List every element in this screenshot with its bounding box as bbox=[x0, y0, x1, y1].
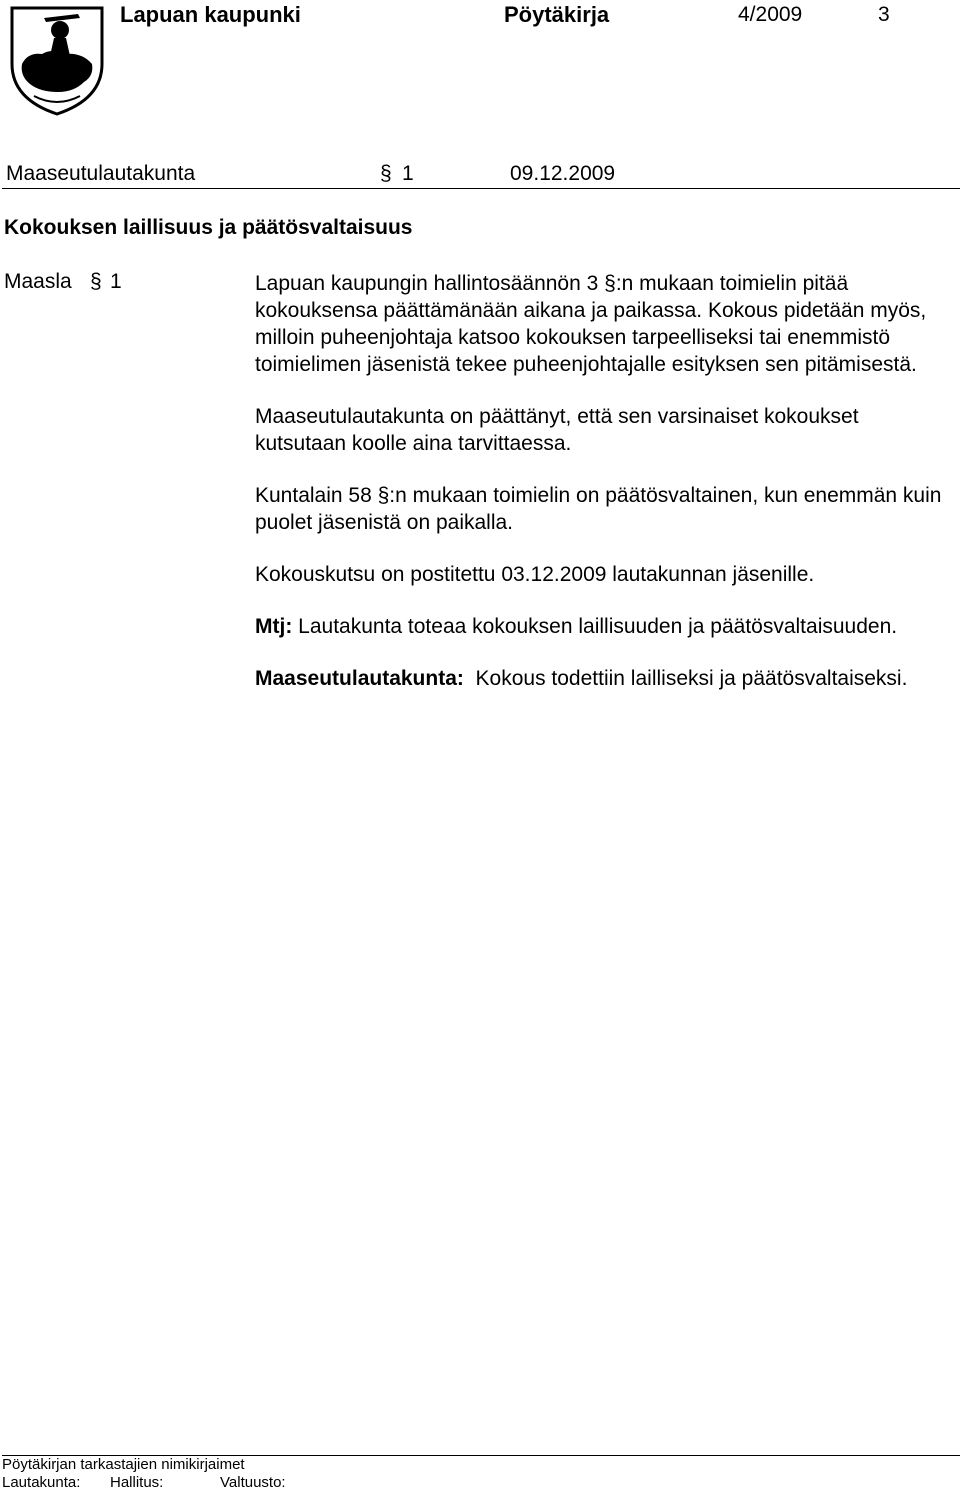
section-number: 1 bbox=[402, 162, 414, 185]
decision-label: Maaseutulautakunta: bbox=[255, 667, 464, 690]
footer-label-board: Lautakunta: bbox=[2, 1474, 81, 1491]
document-type: Pöytäkirja bbox=[504, 2, 610, 27]
reference-section-sign: § bbox=[90, 270, 102, 293]
page-number: 3 bbox=[878, 3, 890, 26]
meeting-date: 09.12.2009 bbox=[510, 162, 616, 185]
city-name: Lapuan kaupunki bbox=[120, 2, 301, 27]
footer-label-government: Hallitus: bbox=[110, 1474, 164, 1491]
paragraph-decision: Maaseutulautakunta: Kokous todettiin lailliseksi ja päätösvaltaiseksi. bbox=[255, 667, 908, 690]
paragraph-3: Kuntalain 58 §:n mukaan toimielin on päätösvaltainen, kun enemmän kuin puolet jäsenistä on paikalla. bbox=[255, 484, 942, 534]
paragraph-2: Maaseutulautakunta on päättänyt, että sen varsinaiset kokoukset kutsutaan koolle aina tarvittaessa. bbox=[255, 405, 859, 455]
section-title: Kokouksen laillisuus ja päätösvaltaisuus bbox=[4, 216, 413, 239]
footer-title: Pöytäkirjan tarkastajien nimikirjaimet bbox=[2, 1456, 245, 1473]
header-divider bbox=[2, 188, 960, 189]
section-sign: § bbox=[380, 162, 392, 185]
footer-label-council: Valtuusto: bbox=[220, 1474, 286, 1491]
proposal-label: Mtj: bbox=[255, 615, 293, 638]
paragraph-1: Lapuan kaupungin hallintosäännön 3 §:n mukaan toimielin pitää kokouksensa päättämänään aikana ja paikassa. Kokous pidetään myös, milloin puheenjohtaja katsoo kokouksen tarpeelliseksi tai enemmistö toimielimen jäsenistä tekee puheenjohtajalle esityksen sen pitämisestä. bbox=[255, 272, 927, 376]
document-number: 4/2009 bbox=[738, 3, 803, 26]
reference-label: Maasla bbox=[4, 270, 72, 293]
paragraph-proposal: Mtj: Lautakunta toteaa kokouksen laillisuuden ja päätösvaltaisuuden. bbox=[255, 615, 898, 638]
minutes-body bbox=[255, 270, 945, 717]
board-name: Maaseutulautakunta bbox=[6, 162, 196, 185]
reference-number: 1 bbox=[110, 270, 122, 293]
city-crest-logo bbox=[8, 4, 106, 116]
paragraph-4: Kokouskutsu on postitettu 03.12.2009 lautakunnan jäsenille. bbox=[255, 563, 815, 586]
